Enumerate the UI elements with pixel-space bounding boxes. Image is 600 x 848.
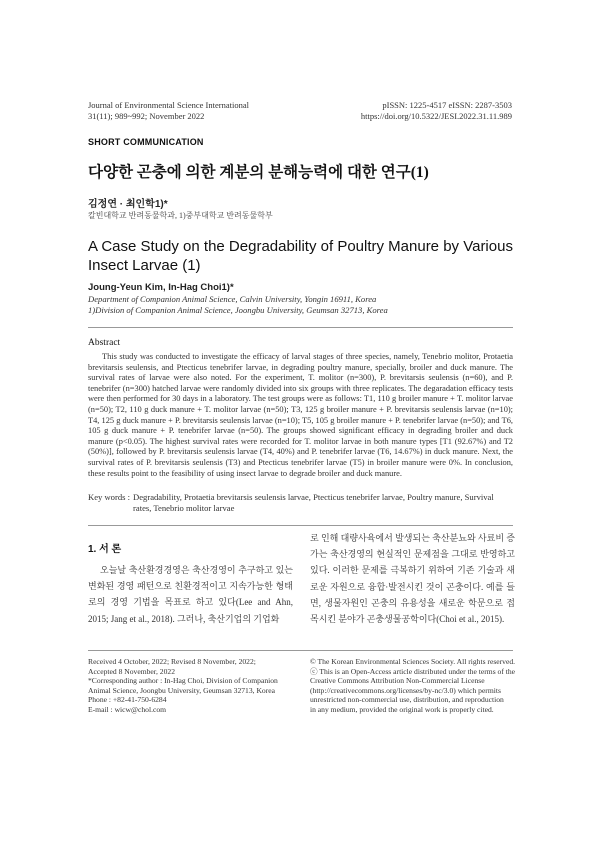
affiliation-2: 1)Division of Companion Animal Science, Joongbu University, Geumsan 32713, Korea [88,305,388,315]
corresponding-address: Animal Science, Joongbu University, Geumsan 32713, Korea [88,685,275,695]
issn-doi-info [361,100,512,122]
accepted-date: Accepted 8 November, 2022 [88,666,175,676]
introduction-left-column: 오늘날 축산환경경영은 축산경영이 추구하고 있는 변화된 경영 패턴으로 친환경적이고 지속가능한 형태로의 경영 기법을 목표로 하고 있다(Lee and Ahn, 2015; Jang et al., 2018). 그러나, 축산기업의 기업화 [88,565,293,624]
divider-middle [88,525,513,526]
introduction-right-column: 로 인해 대량사육에서 발생되는 축산분뇨와 사료비 증가는 축산경영의 현실적인 문제점을 그대로 반영하고 있다. 이러한 문제를 극복하기 위하여 기존 기술과 새로운 자원으로 융합·발전시킨 것이 곤충이다. 예를 들면, 생물자원인 곤충의 유용성을 새로운 학문으로 접목시킨 분야가 곤충생물공학이다(Choi et al., 2015). [310,533,515,625]
copyright-line: © The Korean Environmental Sciences Society. All rights reserved. [310,657,516,666]
keywords-label: Key words : [88,492,131,502]
phone: Phone : +82-41-750-6284 [88,695,167,704]
english-affiliations [88,294,388,316]
license-line-3: unrestricted non-commercial use, distribution, and reproduction [310,695,504,704]
article-type: SHORT COMMUNICATION [88,137,204,147]
license-line-2: Creative Commons Attribution Non-Commercial License [310,676,485,685]
english-title: A Case Study on the Degradability of Poultry Manure by Various Insect Larvae (1) [88,238,513,274]
volume-info: 31(11); 989~992; November 2022 [88,111,205,121]
divider-footnote [88,650,513,651]
affiliation-1: Department of Companion Animal Science, Calvin University, Yongin 16911, Korea [88,294,377,304]
license-info [310,657,515,714]
abstract-heading: Abstract [88,338,121,348]
korean-title: 다양한 곤충에 의한 계분의 분해능력에 대한 연구(1) [88,164,429,181]
korean-authors: 김정연 · 최인학1)* [88,199,168,210]
korean-affiliation: 칼빈대학교 반려동물학과, 1)중부대학교 반려동물학부 [88,211,273,220]
section-heading-introduction: 1. 서 론 [88,544,122,555]
abstract-text: This study was conducted to investigate the efficacy of larval stages of three species, namely, Tenebrio molitor, Protaetia brevitarsis seulensis, and Ptecticus tenebrifer larvae, in degrading poultry manure, specially, broiler and duck manure. The survival rates of larvae were also noted. For the experiment, T. molitor (n=300), P. brevitarsis seulensis (n=60), and P. tenebrifer (n=300) hatched larvae were randomly divided into six groups with three replicates. The degaradation efficacy tests were then performed for 30 days in a laboratory. The test groups were as follows: T1, 110 g broiler manure + T. molitor larvae (n=50); T2, 110 g duck manure + T. molitor larvae (n=50); T3, 125 g broiler manure + P. brevitarsis seulensis larvae (n=10); T4, 125 g duck manure + P. brevitarsis seulensis larvae (n=10); T5, 105 g broiler manure + P. tenebrifer larvae (n=50); and T6, 105 g duck manure + P. tenebrifer larvae (n=50). The groups showed significant efficacy in degrading broiler and duck manure (p<0.05). The highest survival rates were recorded for T. molitor larvae in both manure types [T1 (92.67%) and T2 (50%)], followed by P. brevitarsis seulensis larvae (T4, 40%) and P. tenebrifer larvae (T6, 14.67%) in duck manure. Next, the survival rates of P. brevitarsis seulensis (T3) and Ptecticus tenebrifer larvae (T5) in broiler manure were 0%. In conclusion, these results point to the feasibility of using insect larvae to degrade broiler and duck manure. [88,352,513,478]
corresponding-author: *Corresponding author : In-Hag Choi, Division of Companion [88,676,278,685]
keywords [88,492,513,514]
received-dates: Received 4 October, 2022; Revised 8 November, 2022; [88,657,256,666]
keywords-text: Degradability, Protaetia brevitarsis seulensis larvae, Ptecticus tenebrifer larvae, Poultry manure, Survival rates, Tenebrio molitor larvae [133,492,494,513]
doi-link[interactable]: https://doi.org/10.5322/JESI.2022.31.11.989 [360,111,512,121]
journal-name: Journal of Environmental Science International [88,100,249,110]
divider-top [88,327,513,328]
received-corresponding-info [88,657,293,714]
journal-info [88,100,249,122]
license-url: (http://creativecommons.org/licenses/by-nc/3.0) which permits [310,685,501,695]
issn: pISSN: 1225-4517 eISSN: 2287-3503 [382,100,512,110]
english-authors: Joung-Yeun Kim, In-Hag Choi1)* [88,282,234,293]
email: E-mail : wicw@chol.com [88,704,167,714]
license-line-1: ⓒ This is an Open-Access article distributed under the terms of the [310,666,516,676]
license-line-4: in any medium, provided the original work is properly cited. [310,704,494,714]
